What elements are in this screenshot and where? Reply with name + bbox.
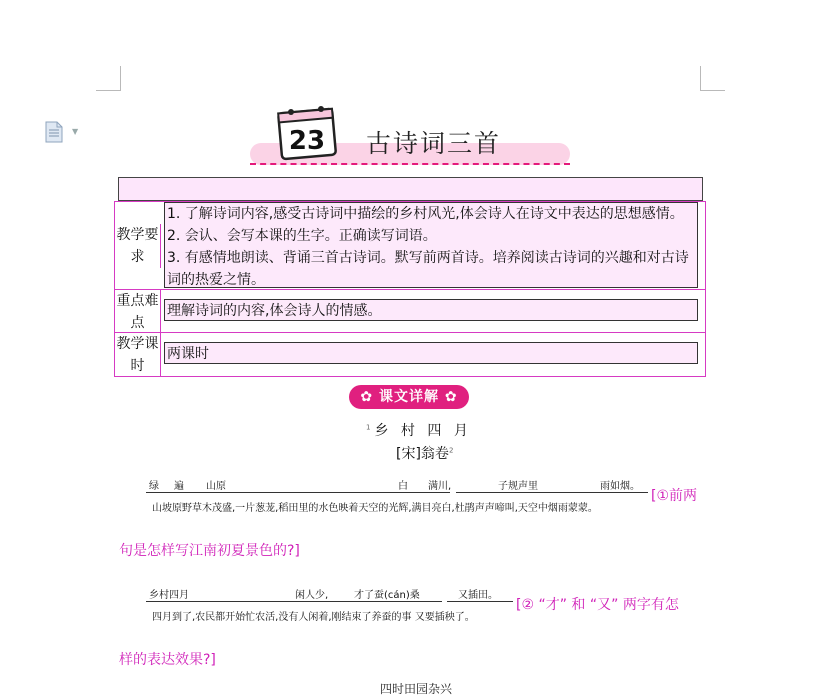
poem-title: $^1$乡 村 四 月 bbox=[366, 423, 472, 439]
row-head-focus: 重点难点 bbox=[115, 290, 161, 334]
question-1: [①前两 bbox=[651, 488, 698, 504]
lesson-title: 古诗词三首 bbox=[366, 129, 502, 158]
poem-word: 遍 bbox=[174, 481, 184, 492]
poem-word: 山原 bbox=[206, 481, 226, 492]
poem-word: 绿 bbox=[149, 481, 159, 492]
poem-word: 子规声里 bbox=[498, 481, 538, 492]
row-head-requirements: 教学要求 bbox=[115, 224, 161, 268]
row-head-periods: 教学课时 bbox=[115, 333, 161, 377]
underline bbox=[146, 492, 450, 493]
question-2-cont: 样的表达效果?] bbox=[119, 652, 216, 668]
requirement-item: 1. 了解诗词内容,感受古诗词中描绘的乡村风光,体会诗人在诗文中表达的思想感情。 bbox=[167, 206, 684, 222]
translation-line: 山坡原野草木茂盛,一片葱茏,稻田里的水色映着天空的光辉,满目亮白,杜鹃声声啼叫,天空中烟雨蒙蒙。 bbox=[152, 503, 598, 514]
periods-cell: 两课时 bbox=[164, 342, 698, 364]
row-divider bbox=[115, 289, 705, 290]
poem-word: 雨如烟。 bbox=[600, 481, 640, 492]
underline bbox=[447, 601, 513, 602]
poem-word: 又插田。 bbox=[458, 590, 498, 601]
poem-word: 才了蚕(cán)桑 bbox=[354, 590, 420, 601]
chevron-down-icon[interactable]: ▼ bbox=[72, 127, 79, 136]
row-divider bbox=[115, 332, 705, 333]
section-title: ✿ 课文详解 ✿ bbox=[349, 385, 469, 409]
poem-word: 满川, bbox=[428, 481, 452, 492]
poem-word: 白 bbox=[398, 481, 408, 492]
poem-author: [宋]翁卷$^2$ bbox=[396, 446, 454, 462]
requirements-cell bbox=[164, 202, 698, 288]
poem-word: 乡村四月 bbox=[149, 590, 189, 601]
header-dashed-line bbox=[250, 163, 570, 165]
focus-cell: 理解诗词的内容,体会诗人的情感。 bbox=[164, 299, 698, 321]
underline bbox=[456, 492, 648, 493]
next-poem-title-partial: 四时田园杂兴 bbox=[380, 682, 453, 696]
question-2: [② “才” 和 “又” 两字有怎 bbox=[516, 597, 679, 613]
poem-word: 闲人少, bbox=[295, 590, 329, 601]
requirement-item: 3. 有感情地朗读、背诵三首古诗词。默写前两首诗。培养阅读古诗词的兴趣和对古诗词的热爱之情。 bbox=[167, 250, 689, 288]
lesson-number: 23 bbox=[288, 126, 326, 156]
question-1-cont: 句是怎样写江南初夏景色的?] bbox=[119, 543, 300, 559]
translation-line: 四月到了,农民都开始忙农活,没有人闲着,刚结束了养蚕的事 又要插秧了。 bbox=[152, 612, 475, 623]
crop-mark-top-left bbox=[96, 66, 121, 91]
document-icon[interactable] bbox=[44, 121, 64, 143]
calendar-icon bbox=[277, 103, 337, 161]
crop-mark-top-right bbox=[700, 66, 725, 91]
teaching-table bbox=[114, 201, 706, 377]
table-top-box bbox=[118, 177, 703, 201]
underline bbox=[146, 601, 442, 602]
requirement-item: 2. 会认、会写本课的生字。正确读写词语。 bbox=[167, 228, 437, 244]
